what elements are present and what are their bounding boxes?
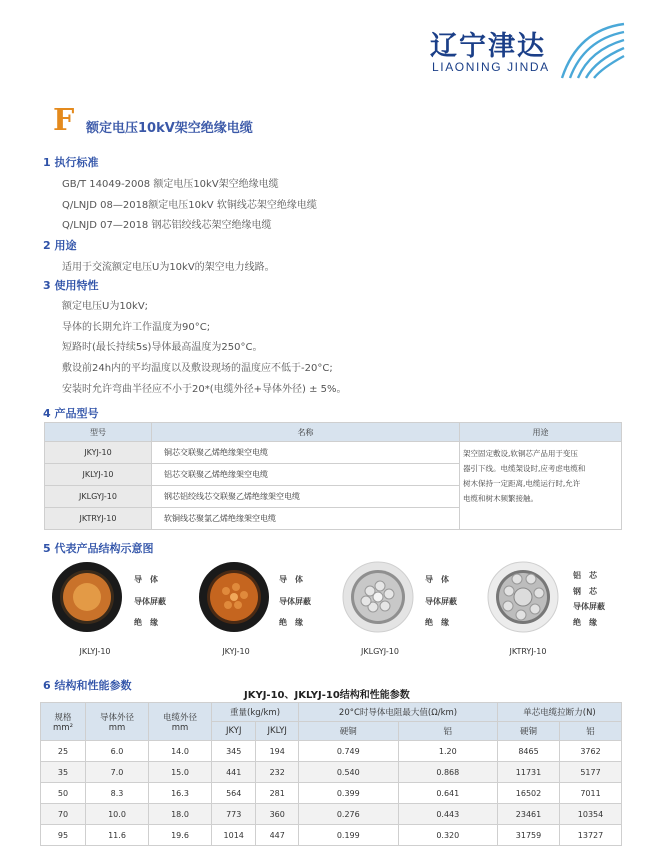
cable-jklyj-illustration (51, 561, 123, 633)
name-cell: 铜芯交联聚乙烯绝缘架空电缆 (152, 442, 460, 464)
models-table (44, 422, 622, 530)
table-cell: 50 (41, 783, 86, 804)
table-cell: 31759 (498, 825, 560, 846)
cable-label: 铝 芯 (573, 571, 597, 580)
table-row (41, 804, 622, 825)
standard-item: Q/LNJD 07—2018 钢芯铝绞线芯架空绝缘电缆 (62, 220, 272, 231)
table-cell: 14.0 (149, 741, 212, 762)
table-cell: 360 (256, 804, 299, 825)
usage-heading: 2 用途 (43, 239, 77, 252)
table-cell: 13727 (559, 825, 621, 846)
table-cell: 8465 (498, 741, 560, 762)
cable-label: 导 体 (425, 575, 449, 584)
table-cell: 10354 (559, 804, 621, 825)
cable-label: 导体屏蔽 (425, 597, 457, 606)
usage-line: 架空固定敷设,软铜芯产品用于变压 (463, 449, 578, 458)
col-header-spec (41, 703, 86, 741)
properties-heading: 3 使用特性 (43, 279, 99, 292)
property-item: 导体的长期允许工作温度为90°C; (62, 322, 211, 333)
col-header-weight: 重量(kg/km) (212, 703, 299, 722)
table-cell: 7011 (559, 783, 621, 804)
cable-caption: JKLYJ-10 (79, 647, 111, 656)
cable-jktryj-illustration (487, 561, 559, 633)
table-cell: 0.276 (299, 804, 398, 825)
cable-label: 钢 芯 (573, 587, 597, 596)
subheader-cell: 铝 (559, 722, 621, 741)
table-cell: 0.868 (398, 762, 498, 783)
property-item: 敷设前24h内的平均温度以及敷设现场的温度应不低于-20°C; (62, 363, 333, 374)
table-cell: 70 (41, 804, 86, 825)
subheader-cell: JKYJ (212, 722, 256, 741)
table-cell: 19.6 (149, 825, 212, 846)
cable-od-label: 电缆外径 (162, 712, 197, 723)
conductor-od-unit: mm (108, 722, 126, 733)
table-cell: 7.0 (86, 762, 149, 783)
col-header-model: 型号 (45, 423, 152, 442)
cable-label: 导体屏蔽 (279, 597, 311, 606)
col-header-cable-od (149, 703, 212, 741)
table-row (41, 762, 622, 783)
models-heading: 4 产品型号 (43, 407, 99, 420)
col-header-name: 名称 (152, 423, 460, 442)
table-cell: 6.0 (86, 741, 149, 762)
params-table (40, 702, 622, 846)
col-header-resistance: 20°C时导体电阻最大值(Ω/km) (299, 703, 498, 722)
usage-text: 适用于交流额定电压U为10kV的架空电力线路。 (62, 262, 275, 273)
usage-line: 器引下线。电缆架设时,应考虑电缆和 (463, 464, 586, 473)
cable-jkyj-illustration (198, 561, 270, 633)
col-header-tensile: 单芯电缆拉断力(N) (498, 703, 622, 722)
table-cell: 35 (41, 762, 86, 783)
standard-item: Q/LNJD 08—2018额定电压10kV 软铜线芯架空绝缘电缆 (62, 200, 317, 211)
table-row (41, 825, 622, 846)
brand-swoosh-icon (558, 20, 628, 80)
brand-logo (430, 20, 645, 80)
table-cell: 773 (212, 804, 256, 825)
table-cell: 447 (256, 825, 299, 846)
table-cell: 194 (256, 741, 299, 762)
cable-od-unit: mm (171, 722, 189, 733)
spec-header-unit: mm² (53, 722, 73, 733)
cable-jklgyj-illustration (342, 561, 414, 633)
property-item: 额定电压U为10kV; (62, 301, 149, 312)
subheader-cell: JKLYJ (256, 722, 299, 741)
model-cell: JKTRYJ-10 (45, 508, 152, 530)
conductor-od-label: 导体外径 (99, 712, 134, 723)
table-cell: 5177 (559, 762, 621, 783)
table-cell: 345 (212, 741, 256, 762)
table-row (41, 783, 622, 804)
cable-label: 绝 缘 (279, 618, 303, 627)
cable-caption: JKLGYJ-10 (361, 647, 399, 656)
table-header-row (45, 423, 622, 442)
table-cell: 0.199 (299, 825, 398, 846)
cable-label: 导 体 (134, 575, 158, 584)
cable-label: 绝 缘 (425, 618, 449, 627)
cable-caption: JKTRYJ-10 (509, 647, 547, 656)
cable-label: 导 体 (279, 575, 303, 584)
brand-name-cn: 辽宁津达 (430, 31, 546, 62)
name-cell: 钢芯铝绞线芯交联聚乙烯绝缘架空电缆 (152, 486, 460, 508)
table-row (41, 741, 622, 762)
subheader-cell: 硬铜 (299, 722, 398, 741)
standard-item: GB/T 14049-2008 额定电压10kV架空绝缘电缆 (62, 179, 279, 190)
property-item: 安装时允许弯曲半径应不小于20*(电缆外径+导体外径) ± 5%。 (62, 384, 347, 395)
col-header-conductor-od (86, 703, 149, 741)
table-cell: 0.749 (299, 741, 398, 762)
standards-heading: 1 执行标准 (43, 156, 99, 169)
table-cell: 1.20 (398, 741, 498, 762)
table-header-row (41, 703, 622, 722)
name-cell: 软铜线芯聚氯乙烯绝缘架空电缆 (152, 508, 460, 530)
table-cell: 16502 (498, 783, 560, 804)
table-cell: 1014 (212, 825, 256, 846)
table-cell: 11.6 (86, 825, 149, 846)
section-letter: F (53, 103, 75, 138)
params-table-title: JKYJ-10、JKLYJ-10结构和性能参数 (244, 690, 410, 701)
table-cell: 0.641 (398, 783, 498, 804)
table-cell: 3762 (559, 741, 621, 762)
table-cell: 281 (256, 783, 299, 804)
table-cell: 0.443 (398, 804, 498, 825)
table-cell: 10.0 (86, 804, 149, 825)
cable-label: 导体屏蔽 (573, 602, 605, 611)
structure-heading: 5 代表产品结构示意图 (43, 542, 154, 555)
cable-label: 绝 缘 (573, 618, 597, 627)
model-cell: JKYJ-10 (45, 442, 152, 464)
usage-line: 电缆和树木频繁接触。 (463, 494, 538, 503)
model-cell: JKLGYJ-10 (45, 486, 152, 508)
table-cell: 441 (212, 762, 256, 783)
usage-cell (460, 442, 622, 530)
table-cell: 0.399 (299, 783, 398, 804)
table-cell: 564 (212, 783, 256, 804)
table-cell: 0.540 (299, 762, 398, 783)
table-cell: 11731 (498, 762, 560, 783)
model-cell: JKLYJ-10 (45, 464, 152, 486)
table-cell: 23461 (498, 804, 560, 825)
table-cell: 0.320 (398, 825, 498, 846)
usage-line: 树木保持一定距离,电缆运行时,允许 (463, 479, 581, 488)
spec-header-label: 规格 (54, 712, 72, 723)
brand-name-en: LIAONING JINDA (432, 60, 550, 74)
params-heading: 6 结构和性能参数 (43, 679, 132, 692)
section-title: 额定电压10kV架空绝缘电缆 (86, 121, 253, 136)
property-item: 短路时(最长持续5s)导体最高温度为250°C。 (62, 342, 263, 353)
subheader-cell: 铝 (398, 722, 498, 741)
table-cell: 16.3 (149, 783, 212, 804)
name-cell: 铝芯交联聚乙烯绝缘架空电缆 (152, 464, 460, 486)
cable-caption: JKYJ-10 (222, 647, 250, 656)
subheader-cell: 硬铜 (498, 722, 560, 741)
cable-label: 绝 缘 (134, 618, 158, 627)
table-cell: 95 (41, 825, 86, 846)
table-cell: 25 (41, 741, 86, 762)
table-cell: 18.0 (149, 804, 212, 825)
table-cell: 8.3 (86, 783, 149, 804)
cable-label: 导体屏蔽 (134, 597, 166, 606)
table-row (45, 442, 622, 464)
col-header-usage: 用途 (460, 423, 622, 442)
table-cell: 15.0 (149, 762, 212, 783)
table-cell: 232 (256, 762, 299, 783)
